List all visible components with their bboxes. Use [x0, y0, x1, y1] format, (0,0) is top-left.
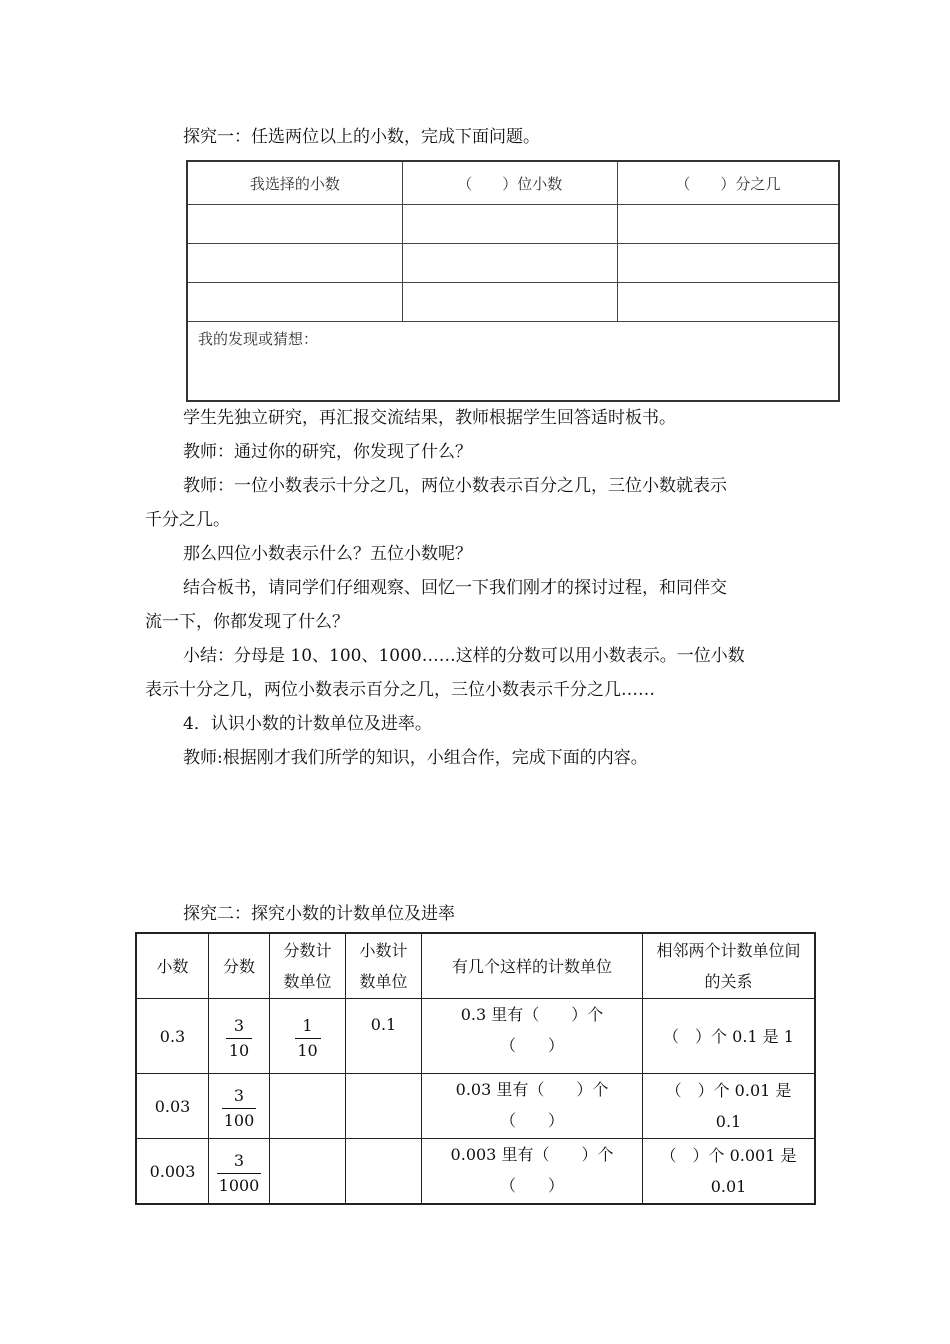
paragraph: 教师：通过你的研究，你发现了什么？	[183, 442, 472, 462]
header-decimal-unit: 小数计数单位	[346, 933, 422, 999]
table-row	[136, 999, 815, 1074]
answer-cell[interactable]	[187, 205, 402, 244]
answer-cell[interactable]	[402, 205, 617, 244]
table-row	[187, 283, 839, 322]
decimal-cell: 0.3	[136, 999, 209, 1074]
decimal-cell: 0.03	[136, 1074, 209, 1139]
paragraph: 教师:根据刚才我们所学的知识，小组合作，完成下面的内容。	[183, 748, 648, 768]
relation-cell[interactable]: （ ）个 0.1 是 1	[643, 999, 816, 1074]
header-relation: 相邻两个计数单位间的关系	[643, 933, 816, 999]
header-decimal-places: （ ）位小数	[402, 161, 617, 205]
relation-cell[interactable]: （ ）个 0.001 是 0.01	[643, 1139, 816, 1205]
header-count: 有几个这样的计数单位	[422, 933, 643, 999]
fraction-cell: $\frac{3}{100}$	[209, 1074, 270, 1139]
count-cell[interactable]: 0.3 里有（ ）个（ ）	[422, 999, 643, 1074]
count-cell[interactable]: 0.03 里有（ ）个（ ）	[422, 1074, 643, 1139]
answer-cell[interactable]	[402, 283, 617, 322]
paragraph: 学生先独立研究，再汇报交流结果，教师根据学生回答适时板书。	[183, 408, 676, 428]
table-row	[136, 1139, 815, 1205]
explore2-title: 探究二：探究小数的计数单位及进率	[183, 904, 455, 924]
explore2-table	[135, 932, 816, 1205]
decimal-unit-cell[interactable]	[346, 1139, 422, 1205]
findings-cell[interactable]	[187, 322, 839, 402]
count-cell[interactable]: 0.003 里有（ ）个（ ）	[422, 1139, 643, 1205]
paragraph: 表示十分之几，两位小数表示百分之几，三位小数表示千分之几……	[145, 680, 655, 700]
table-row	[187, 244, 839, 283]
header-decimal: 小数	[136, 933, 209, 999]
answer-cell[interactable]	[187, 244, 402, 283]
answer-cell[interactable]	[617, 244, 839, 283]
answer-cell[interactable]	[617, 205, 839, 244]
decimal-unit-cell: 0.1	[346, 999, 422, 1074]
paragraph: 结合板书，请同学们仔细观察、回忆一下我们刚才的探讨过程，和同伴交	[183, 578, 727, 598]
table-row	[136, 1074, 815, 1139]
header-fraction-unit: 分数计数单位	[270, 933, 346, 999]
decimal-unit-cell[interactable]	[346, 1074, 422, 1139]
findings-label: 我的发现或猜想：	[198, 330, 319, 348]
decimal-cell: 0.003	[136, 1139, 209, 1205]
explore1-title: 探究一：任选两位以上的小数，完成下面问题。	[183, 127, 540, 147]
relation-cell[interactable]: （ ）个 0.01 是 0.1	[643, 1074, 816, 1139]
answer-cell[interactable]	[187, 283, 402, 322]
paragraph: 那么四位小数表示什么？五位小数呢？	[183, 544, 472, 564]
paragraph: 小结：分母是 10、100、1000……这样的分数可以用小数表示。一位小数	[183, 646, 745, 666]
answer-cell[interactable]	[617, 283, 839, 322]
answer-cell[interactable]	[402, 244, 617, 283]
header-fraction: 分数	[209, 933, 270, 999]
paragraph: 4．认识小数的计数单位及进率。	[183, 714, 432, 734]
explore1-table	[186, 160, 840, 402]
fraction-unit-cell[interactable]	[270, 1139, 346, 1205]
header-chosen-decimal: 我选择的小数	[187, 161, 402, 205]
paragraph: 流一下，你都发现了什么？	[145, 612, 349, 632]
header-fraction-kind: （ ）分之几	[617, 161, 839, 205]
fraction-cell: $\frac{3}{1000}$	[209, 1139, 270, 1205]
fraction-cell: $\frac{3}{10}$	[209, 999, 270, 1074]
table-row	[187, 205, 839, 244]
paragraph: 千分之几。	[145, 510, 230, 530]
paragraph: 教师：一位小数表示十分之几，两位小数表示百分之几，三位小数就表示	[183, 476, 727, 496]
fraction-unit-cell[interactable]	[270, 1074, 346, 1139]
fraction-unit-cell: $\frac{1}{10}$	[270, 999, 346, 1074]
